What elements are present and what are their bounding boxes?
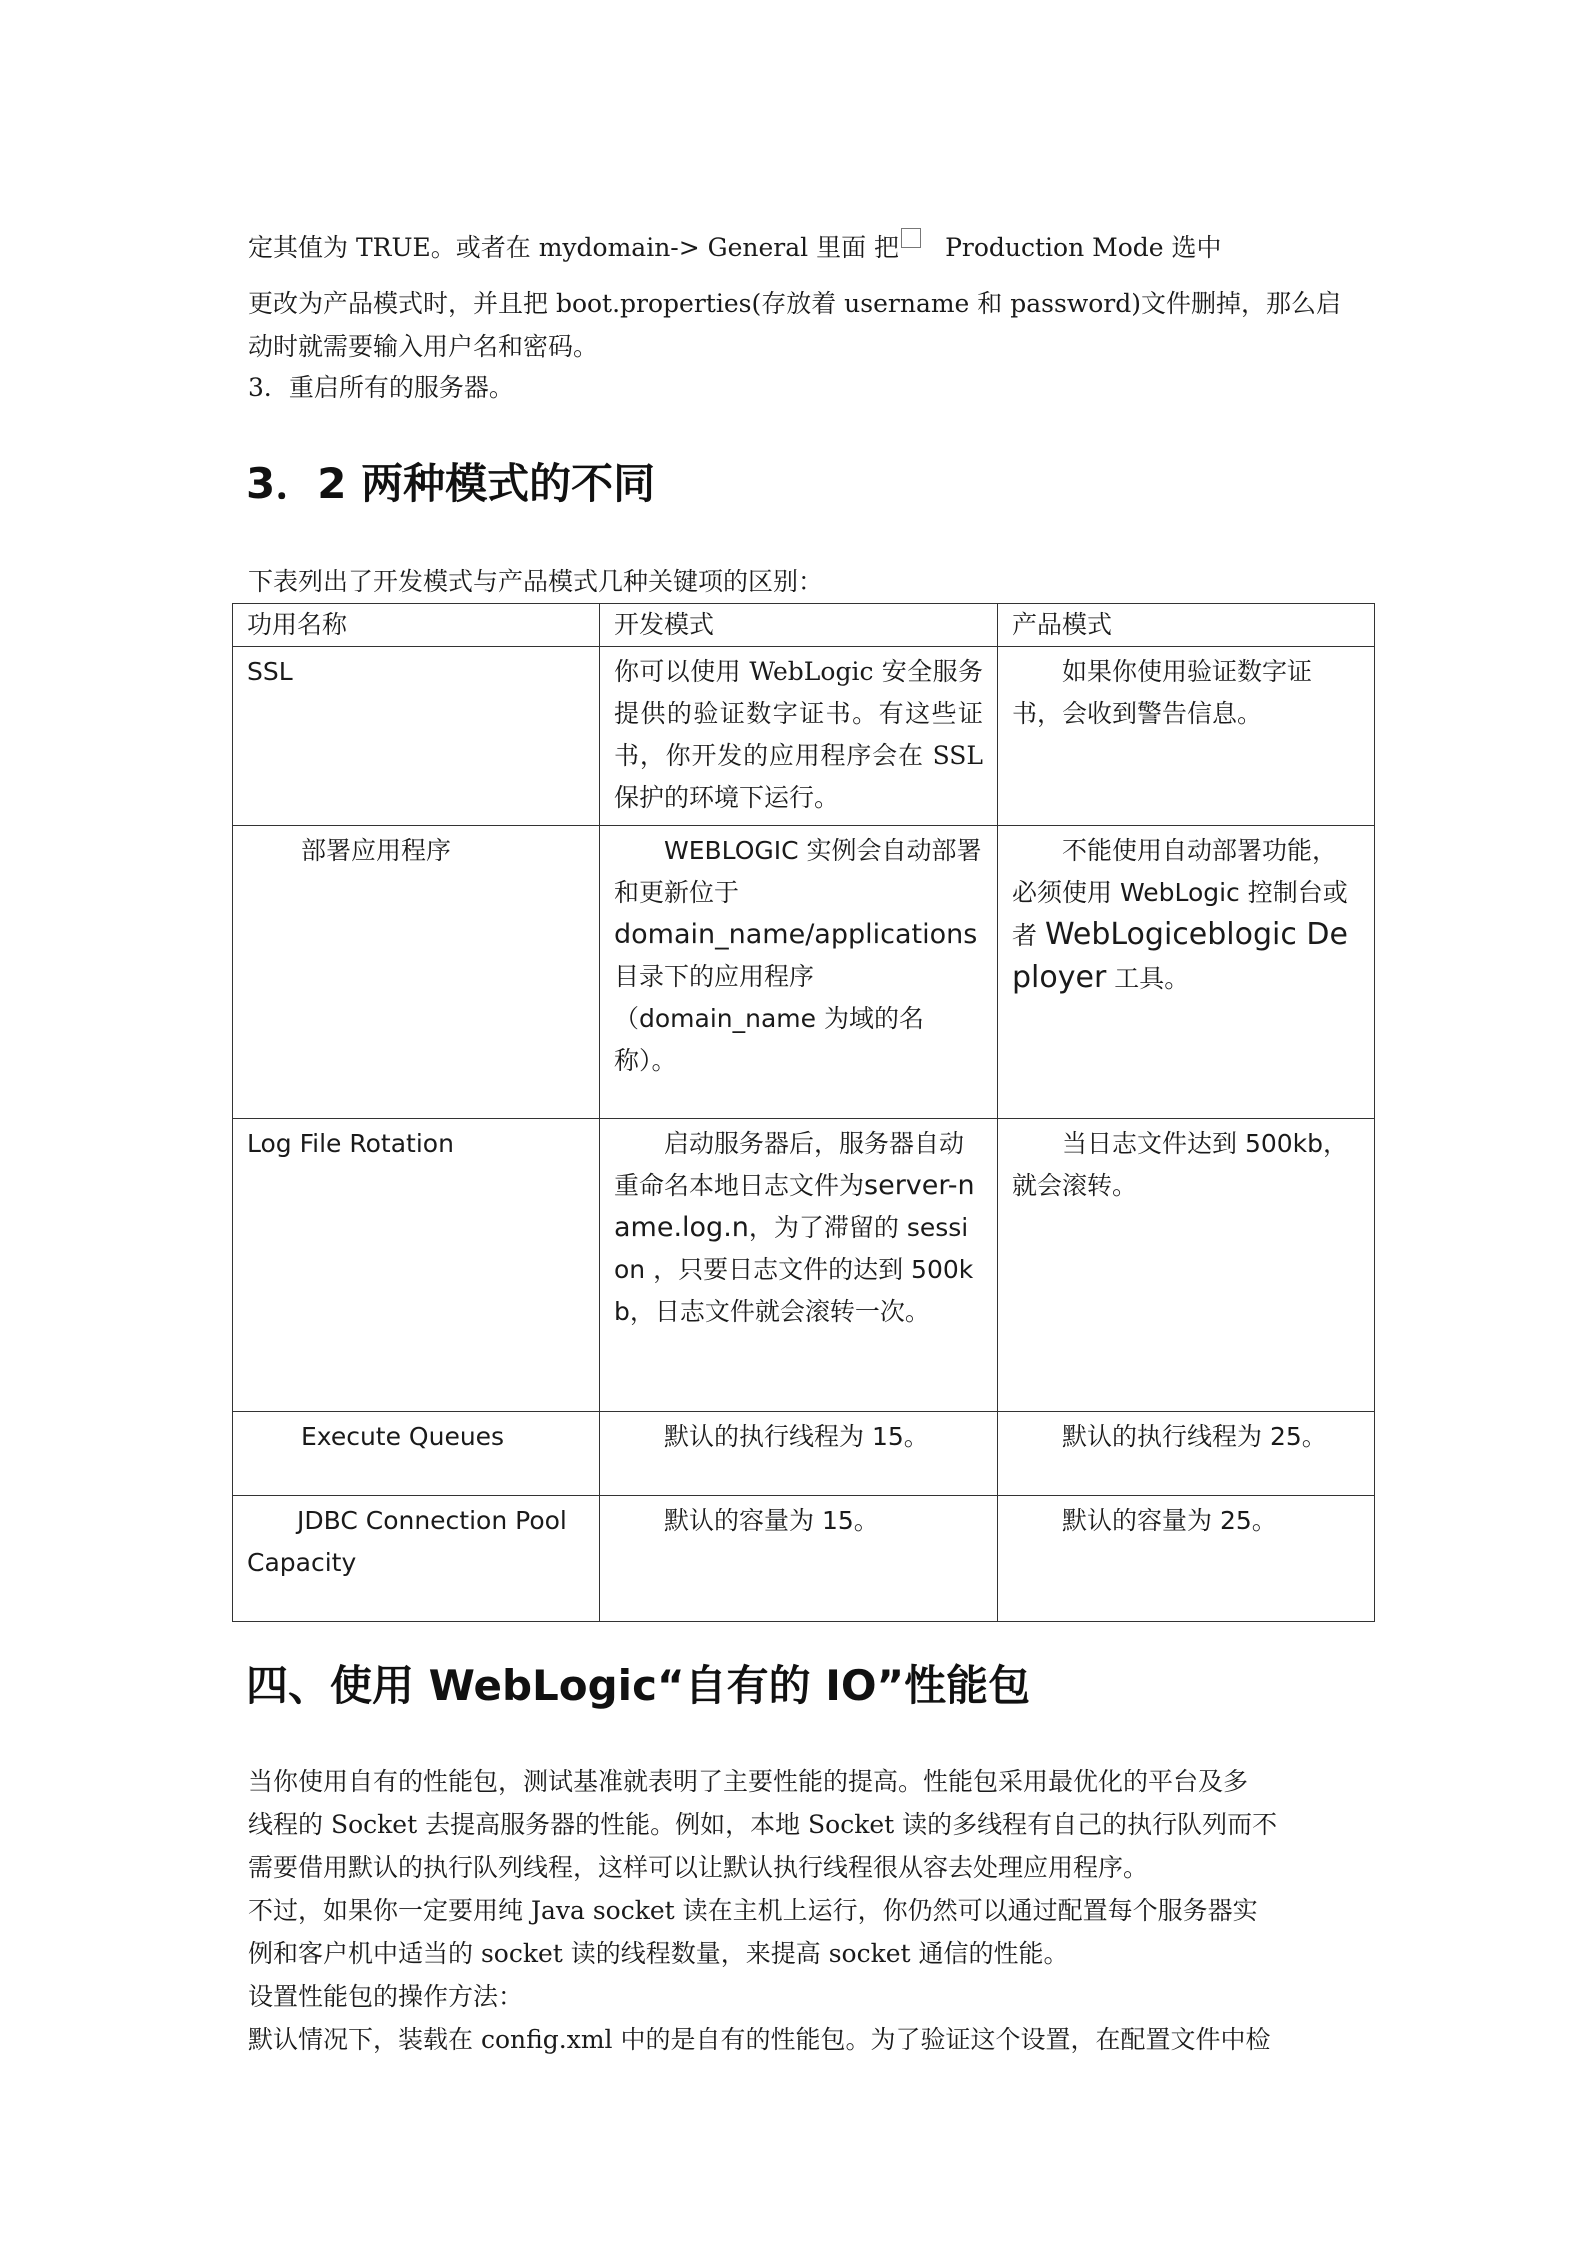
row-prod-queues: 默认的执行线程为 25。 xyxy=(998,1412,1375,1496)
table-row xyxy=(233,1496,1375,1622)
intro-line-1-text: 定其值为 TRUE。或者在 mydomain-> General 里面 把 xyxy=(248,233,900,262)
table-header-row xyxy=(233,604,1375,647)
intro-line-3: 动时就需要输入用户名和密码。 xyxy=(248,332,599,361)
deploy-prod-text-2: 或者 xyxy=(1012,878,1348,950)
deploy-dev-text-3: 目录下的应用程序 xyxy=(614,962,815,991)
intro-line-1-suffix: Production Mode 选中 xyxy=(945,233,1222,262)
section-heading-4: 四、使用 WebLogic“自有的 IO”性能包 xyxy=(246,1661,1031,1710)
row-name-jdbc: JDBC Connection Pool Capacity xyxy=(233,1496,600,1622)
table-row xyxy=(233,1412,1375,1496)
row-name-ssl: SSL xyxy=(233,647,600,826)
body-line: 设置性能包的操作方法： xyxy=(248,1982,524,2011)
deploy-dev-path: domain_name/applications xyxy=(614,919,978,950)
deploy-prod-text-4: 工具。 xyxy=(1106,964,1190,993)
row-dev-log xyxy=(600,1119,998,1412)
body-line: 线程的 Socket 去提高服务器的性能。例如，本地 Socket 读的多线程有自己的执行队列而不 xyxy=(248,1810,1278,1839)
body-line: 需要借用默认的执行队列线程，这样可以让默认执行线程很从容去处理应用程序。 xyxy=(248,1853,1149,1882)
log-dev-text-1: 启动服务器后，服务器自动重命名本地日志文件为 xyxy=(614,1129,965,1200)
deploy-prod-text-1: 不能使用自动部署功能，必须使用 WebLogic 控制台 xyxy=(1012,836,1338,907)
log-dev-filename: server-name.log.n xyxy=(614,1170,975,1243)
header-cell-name: 功用名称 xyxy=(233,604,600,647)
deploy-dev-text-1: WEBLOGIC 实例会自动部署和更新位于 xyxy=(614,836,982,907)
header-cell-prod: 产品模式 xyxy=(998,604,1375,647)
row-dev-jdbc: 默认的容量为 15。 xyxy=(600,1496,998,1622)
deploy-dev-text-4: （domain_name 为域的名称）。 xyxy=(614,1004,924,1075)
row-dev-deploy xyxy=(600,826,998,1119)
row-prod-deploy xyxy=(998,826,1375,1119)
body-line: 当你使用自有的性能包，测试基准就表明了主要性能的提高。性能包采用最优化的平台及多 xyxy=(248,1767,1249,1796)
table-row xyxy=(233,826,1375,1119)
row-prod-jdbc: 默认的容量为 25。 xyxy=(998,1496,1375,1622)
intro-line-4: 3．重启所有的服务器。 xyxy=(248,373,514,402)
row-dev-queues: 默认的执行线程为 15。 xyxy=(600,1412,998,1496)
header-cell-dev: 开发模式 xyxy=(600,604,998,647)
row-prod-ssl: 如果你使用验证数字证书，会收到警告信息。 xyxy=(998,647,1375,826)
deploy-prod-tool: WebLogiceblogic Deployer xyxy=(1012,917,1348,995)
intro-line-1 xyxy=(248,226,1368,269)
row-name-deploy: 部署应用程序 xyxy=(233,826,600,1119)
table-row xyxy=(233,647,1375,826)
log-dev-text-3: ，为了滞留的 session ，只要日志文件的达到 500kb，日志文件就会滚转一次。 xyxy=(614,1213,974,1326)
body-line: 例和客户机中适当的 socket 读的线程数量，来提高 socket 通信的性能。 xyxy=(248,1939,1069,1968)
table-caption: 下表列出了开发模式与产品模式几种关键项的区别： xyxy=(248,567,824,596)
section-heading-3-2: 3．2 两种模式的不同 xyxy=(246,459,656,508)
row-name-log: Log File Rotation xyxy=(233,1119,600,1412)
intro-line-2: 更改为产品模式时，并且把 boot.properties(存放着 username 和 password)文件删掉，那么启 xyxy=(248,289,1341,318)
row-prod-log: 当日志文件达到 500kb，就会滚转。 xyxy=(998,1119,1375,1412)
table-row xyxy=(233,1119,1375,1412)
row-dev-ssl: 你可以使用 WebLogic 安全服务提供的验证数字证书。有这些证书，你开发的应用程序会在 SSL 保护的环境下运行。 xyxy=(600,647,998,826)
row-name-queues: Execute Queues xyxy=(233,1412,600,1496)
body-line: 不过，如果你一定要用纯 Java socket 读在主机上运行，你仍然可以通过配置每个服务器实 xyxy=(248,1896,1258,1925)
comparison-table xyxy=(232,603,1375,1622)
checkbox-icon xyxy=(901,228,921,248)
body-line: 默认情况下，装载在 config.xml 中的是自有的性能包。为了验证这个设置，在配置文件中检 xyxy=(248,2025,1271,2054)
